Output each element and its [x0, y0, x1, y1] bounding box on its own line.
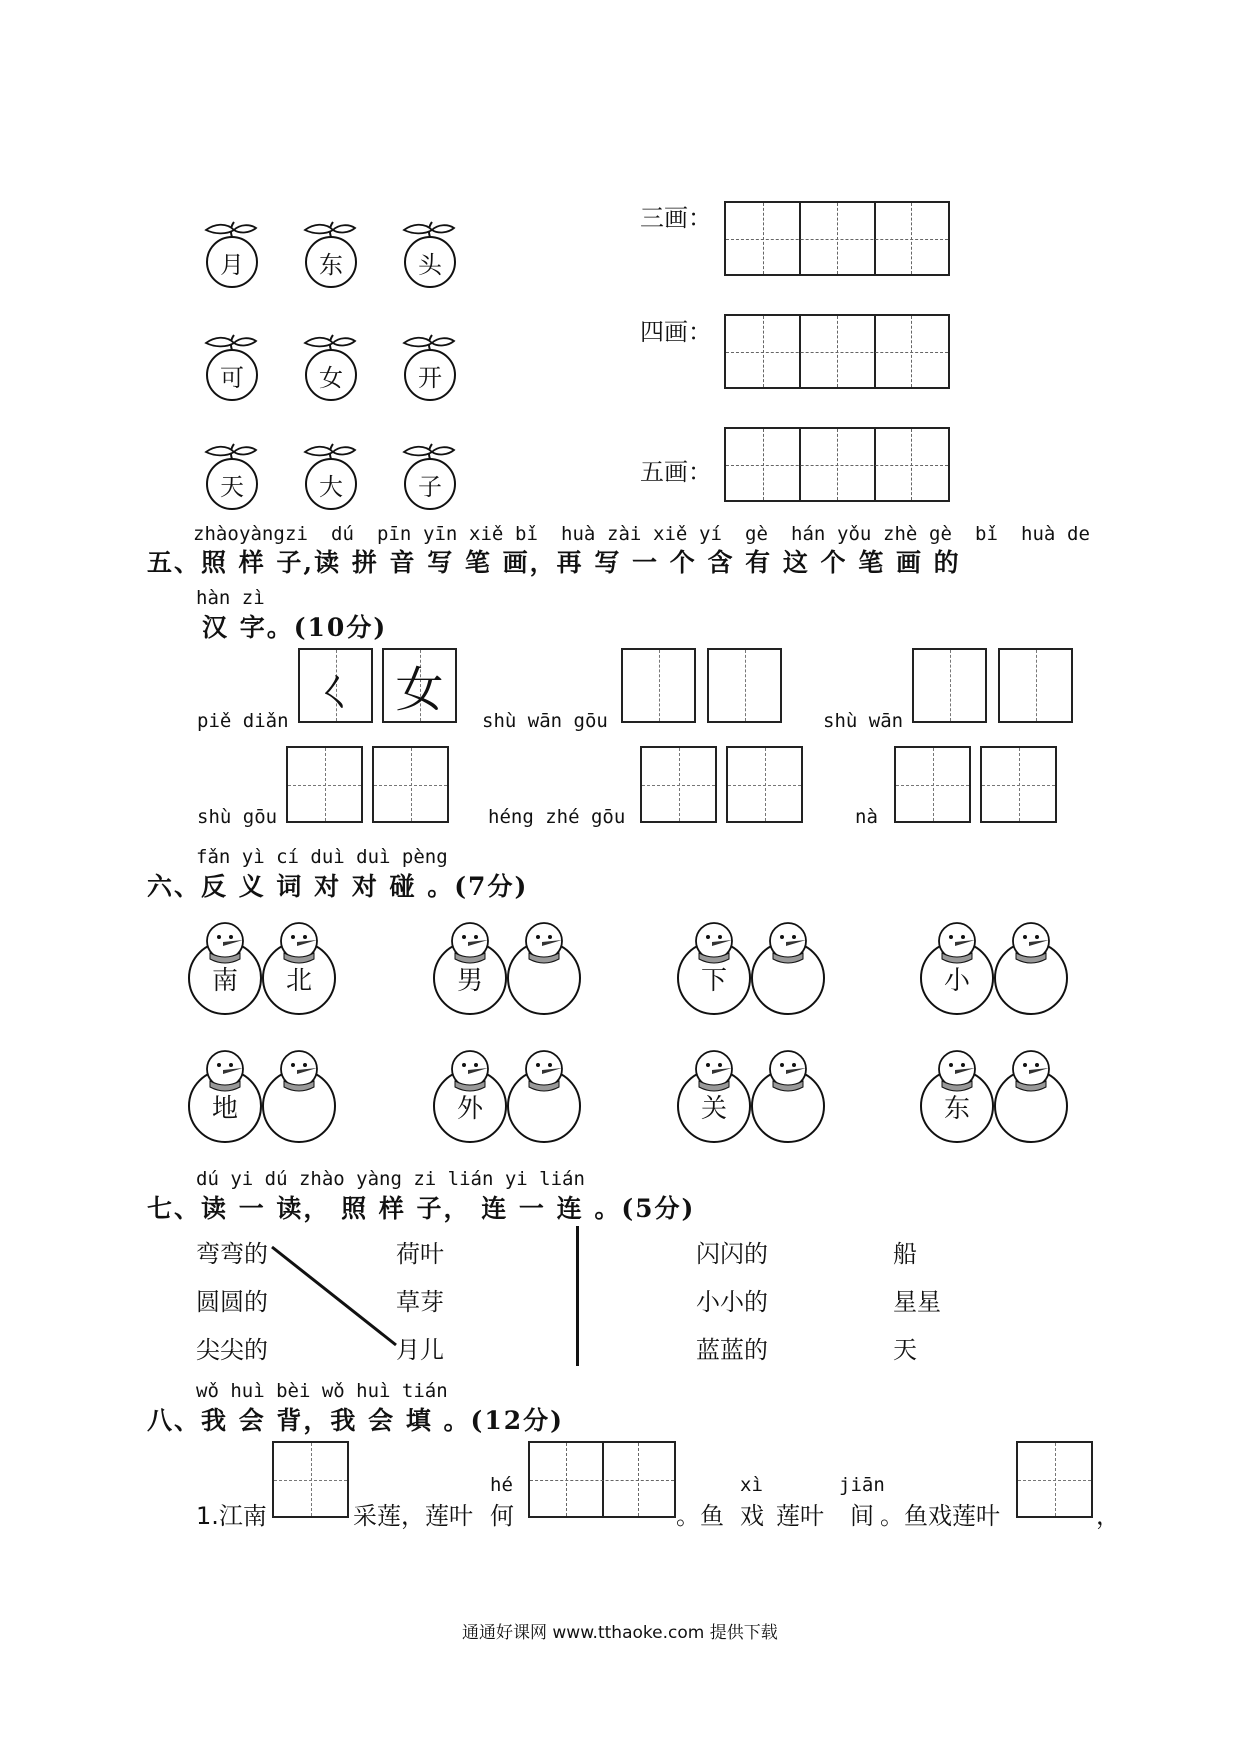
antonym-char: 东	[943, 1093, 970, 1124]
sample-char-box	[382, 648, 457, 723]
apple-char-card	[200, 331, 264, 401]
page-footer: 通通好课网 www.tthaoke.com 提供下载	[462, 1623, 778, 1643]
poem-text: 戏	[740, 1502, 764, 1530]
section5-title-2: 汉 字。(10分)	[202, 613, 388, 642]
pinyin-syllable: gè	[745, 523, 768, 545]
poem-text: 采莲，莲叶	[353, 1502, 473, 1530]
section7-title: 七、读 一 读， 照 样 子， 连 一 连 。(5分)	[147, 1194, 696, 1223]
apple-char: 女	[319, 363, 343, 392]
match-right-a-1[interactable]: 闪闪的	[696, 1240, 768, 1268]
match-right-b-2[interactable]: 星星	[893, 1288, 941, 1316]
poem-pinyin: hé	[490, 1474, 513, 1496]
section5-title: 五、照 样 子,读 拼 音 写 笔 画，再 写 一 个 含 有 这 个 笔 画 的	[147, 548, 961, 577]
stroke-pinyin-shu-wan: shù wān	[823, 710, 904, 732]
column-divider	[576, 1226, 579, 1366]
answer-stroke-box[interactable]	[621, 648, 696, 723]
match-right-a-2[interactable]: 小小的	[696, 1288, 768, 1316]
apple-char-card	[398, 440, 462, 510]
poem-text: 1.江南	[196, 1502, 267, 1530]
antonym-char: 关	[700, 1093, 727, 1124]
pinyin-syllable: bǐ	[515, 523, 538, 545]
antonym-pair	[920, 915, 1070, 1015]
answer-stroke-box[interactable]	[894, 746, 971, 823]
poem-text: 间	[850, 1502, 874, 1530]
section7-pinyin: dú yi dú zhào yàng zi lián yi lián	[196, 1168, 585, 1190]
apple-char-card	[398, 331, 462, 401]
antonym-char: 地	[211, 1093, 238, 1124]
pinyin-syllable: gè	[929, 523, 952, 545]
pinyin-syllable: zi	[285, 523, 308, 545]
apple-char-card	[200, 218, 264, 288]
apple-char: 东	[319, 250, 343, 279]
apple-char-card	[299, 331, 363, 401]
antonym-answer[interactable]	[262, 1069, 336, 1143]
pinyin-syllable: huà	[1021, 523, 1056, 545]
pinyin-syllable: yīn	[423, 523, 458, 545]
section6-title: 六、反 义 词 对 对 碰 。(7分)	[147, 872, 529, 901]
answer-box-4-strokes[interactable]	[724, 314, 950, 389]
answer-box-5-strokes[interactable]	[724, 427, 950, 502]
pinyin-syllable: yǒu	[837, 523, 872, 545]
sample-stroke: ㄑ	[311, 662, 360, 718]
pinyin-syllable: yí	[699, 523, 722, 545]
poem-text: 莲叶	[776, 1502, 824, 1530]
antonym-pair	[677, 915, 827, 1015]
poem-text: 。鱼	[676, 1502, 724, 1530]
stroke-label-3: 三画：	[640, 204, 712, 232]
stroke-label-4: 四画：	[640, 318, 712, 346]
poem-blank-3[interactable]	[1016, 1441, 1093, 1518]
antonym-pair	[677, 1043, 827, 1143]
apple-char: 开	[418, 363, 442, 392]
pinyin-syllable: pīn	[377, 523, 412, 545]
match-left-a-1[interactable]: 弯弯的	[196, 1240, 268, 1268]
pinyin-syllable: dú	[331, 523, 354, 545]
answer-stroke-box[interactable]	[640, 746, 717, 823]
pinyin-syllable: zài	[607, 523, 642, 545]
section8-title: 八、我 会 背，我 会 填 。(12分)	[147, 1406, 564, 1435]
answer-char-box[interactable]	[980, 746, 1057, 823]
poem-blank-1[interactable]	[272, 1441, 349, 1518]
antonym-char: 外	[456, 1093, 483, 1124]
section6-pinyin: fǎn yì cí duì duì pèng	[196, 846, 448, 868]
pinyin-syllable: yàng	[239, 523, 285, 545]
section5-pinyin-2: hàn zì	[196, 587, 265, 609]
poem-text: 。鱼戏莲叶	[880, 1502, 1000, 1530]
antonym-pair	[920, 1043, 1070, 1143]
answer-char-box[interactable]	[372, 746, 449, 823]
antonym-pair	[188, 1043, 338, 1143]
pinyin-syllable: de	[1067, 523, 1090, 545]
pinyin-syllable: huà	[561, 523, 596, 545]
answer-stroke-box[interactable]	[912, 648, 987, 723]
antonym-char: 南	[211, 965, 238, 996]
stroke-pinyin-shu-wan-gou: shù wān gōu	[482, 710, 608, 732]
answer-box-3-strokes[interactable]	[724, 201, 950, 276]
answer-char-box[interactable]	[726, 746, 803, 823]
stroke-pinyin-na: nà	[855, 806, 878, 828]
match-left-a-3[interactable]: 尖尖的	[196, 1336, 268, 1364]
match-left-b-1[interactable]: 荷叶	[396, 1240, 444, 1268]
apple-char-card	[299, 440, 363, 510]
antonym-answer[interactable]	[751, 1069, 825, 1143]
antonym-answer[interactable]	[994, 941, 1068, 1015]
match-left-b-3[interactable]: 月儿	[396, 1336, 444, 1364]
stroke-pinyin-pie-dian: piě diǎn	[197, 710, 289, 732]
sample-char: 女	[395, 662, 444, 718]
stroke-label-5: 五画：	[640, 458, 712, 486]
match-right-b-1[interactable]: 船	[893, 1240, 917, 1268]
match-left-b-2[interactable]: 草芽	[396, 1288, 444, 1316]
antonym-pair	[433, 1043, 583, 1143]
pinyin-syllable: xiě	[469, 523, 504, 545]
pinyin-syllable: xiě	[653, 523, 688, 545]
antonym-answer[interactable]	[507, 941, 581, 1015]
apple-char: 大	[319, 472, 343, 501]
poem-text: 何	[490, 1502, 514, 1530]
pinyin-syllable: zhè	[883, 523, 918, 545]
match-right-b-3[interactable]: 天	[893, 1336, 917, 1364]
stroke-pinyin-shu-gou: shù gōu	[197, 806, 278, 828]
pinyin-syllable: bǐ	[975, 523, 998, 545]
poem-blank-2[interactable]	[528, 1441, 676, 1518]
apple-char-card	[398, 218, 462, 288]
antonym-answer[interactable]	[994, 1069, 1068, 1143]
pinyin-syllable: zhào	[193, 523, 239, 545]
apple-char: 子	[418, 472, 442, 501]
antonym-answer[interactable]: 北	[285, 965, 312, 996]
antonym-char: 小	[943, 965, 970, 996]
antonym-pair	[188, 915, 338, 1015]
apple-char: 可	[220, 363, 244, 392]
example-match-line	[270, 1245, 400, 1350]
apple-char: 头	[418, 250, 442, 279]
apple-char-card	[200, 440, 264, 510]
antonym-char: 下	[700, 965, 727, 996]
section8-pinyin: wǒ huì bèi wǒ huì tián	[196, 1380, 448, 1402]
pinyin-syllable: hán	[791, 523, 826, 545]
answer-stroke-box[interactable]	[286, 746, 363, 823]
antonym-pair	[433, 915, 583, 1015]
apple-char: 天	[220, 472, 244, 501]
sample-stroke-box	[298, 648, 373, 723]
stroke-pinyin-heng-zhe-gou: héng zhé gōu	[488, 806, 626, 828]
match-left-a-2[interactable]: 圆圆的	[196, 1288, 268, 1316]
apple-char-card	[299, 218, 363, 288]
antonym-char: 男	[456, 965, 483, 996]
answer-char-box[interactable]	[998, 648, 1073, 723]
antonym-answer[interactable]	[507, 1069, 581, 1143]
poem-text: ，	[1096, 1502, 1120, 1530]
match-right-a-3[interactable]: 蓝蓝的	[696, 1336, 768, 1364]
poem-pinyin: xì	[740, 1474, 763, 1496]
poem-pinyin: jiān	[839, 1474, 885, 1496]
apple-char: 月	[220, 250, 244, 279]
answer-char-box[interactable]	[707, 648, 782, 723]
antonym-answer[interactable]	[751, 941, 825, 1015]
